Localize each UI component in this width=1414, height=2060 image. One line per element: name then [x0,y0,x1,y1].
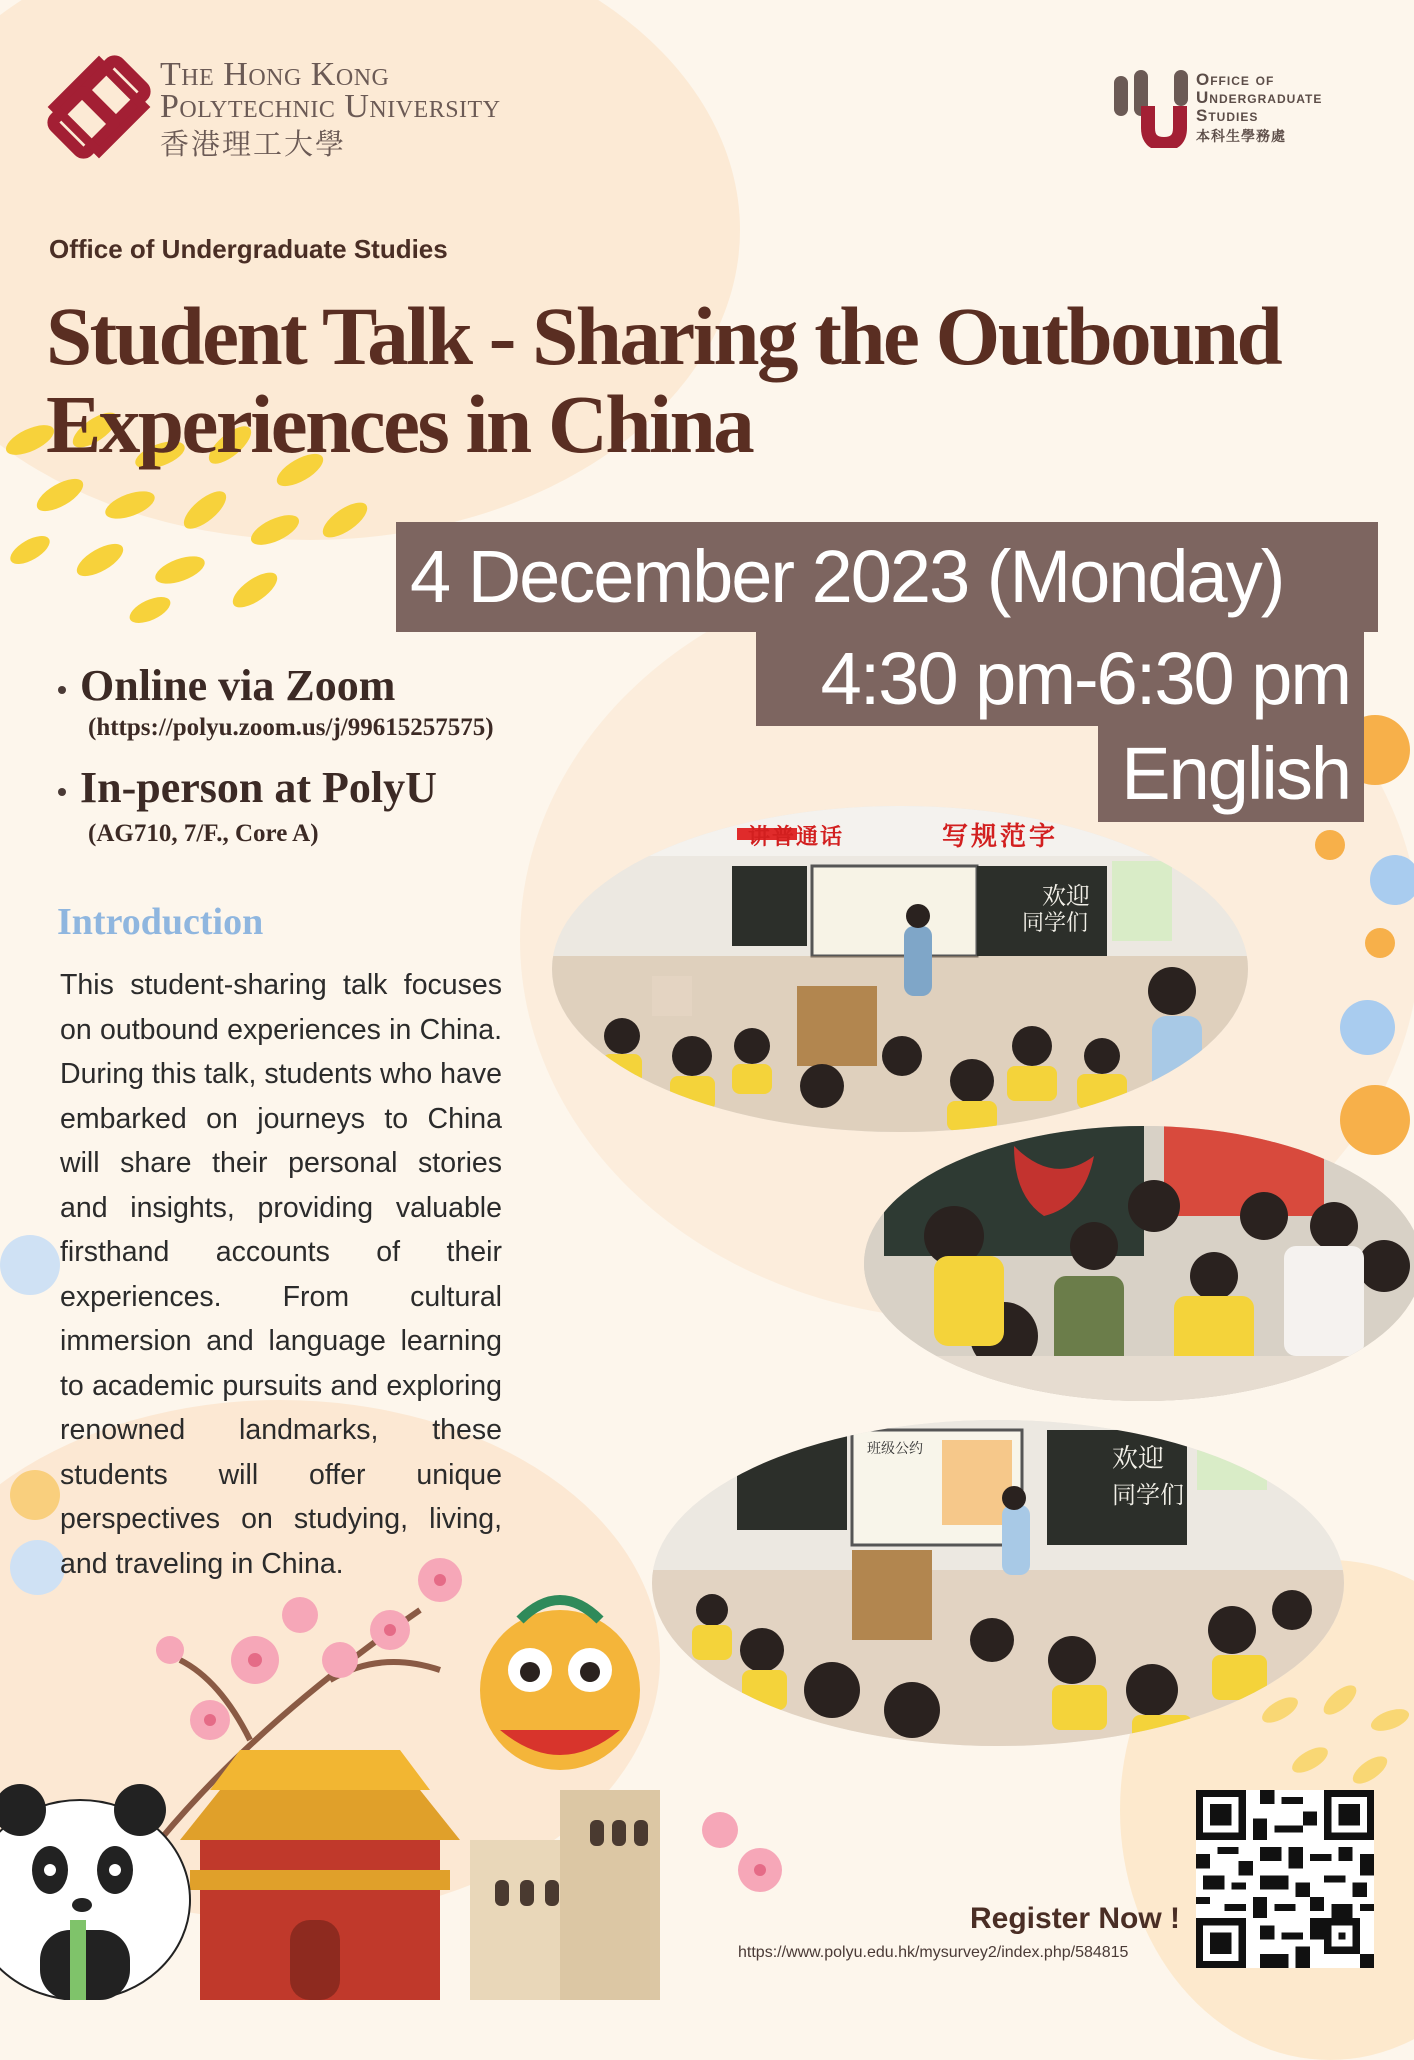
classroom-board-students-2: 同学们 [1112,1482,1184,1509]
introduction-heading: Introduction [57,901,264,943]
venue-inperson [58,762,437,813]
university-name-chinese: 香港理工大學 [160,129,347,161]
classroom-board-students: 同学们 [1022,910,1089,935]
classroom-photo-1 [552,806,1248,1132]
venue-inperson-label: In-person at PolyU [80,763,437,812]
blue-dot [0,1235,60,1295]
orange-dot-small [1315,830,1345,860]
event-language: English [1098,726,1364,822]
blue-dot [1340,1000,1395,1055]
classroom-board-welcome-2: 欢迎 [1112,1443,1165,1473]
event-date: 4 December 2023 (Monday) [396,522,1378,632]
blue-dot [1370,855,1414,905]
register-url[interactable]: https://www.polyu.edu.hk/mysurvey2/index.php/584815 [738,1944,1129,1961]
chinese-culture-illustration [0,1540,820,2000]
university-name-line1: The Hong Kong [160,56,390,93]
page-title-line1: Student Talk - Sharing the Outbound [46,290,1281,382]
venue-online [58,660,395,711]
event-time: 4:30 pm-6:30 pm [756,632,1364,726]
bullet-icon [58,788,66,796]
classroom-banner-left: 讲普通话 [748,824,845,849]
classroom-photo-2 [864,1126,1414,1401]
ous-logo-line3: Studies [1196,106,1259,125]
classroom-banner-right: 写规范字 [942,821,1059,851]
venue-inperson-detail: (AG710, 7/F., Core A) [88,820,319,847]
introduction-body: This student-sharing talk focuses on outbound experiences in China. During this talk, students who have embarked on journeys to China will share their personal stories and insights, providing valuable firsthand accounts of their experiences. From cultural immersion and language learning to academic pursuits and exploring renowned landmarks, these students will offer unique perspectives on studying, living, and traveling in China. [60,969,502,1580]
polyu-logo-icon [46,54,152,160]
ous-logo-line2: Undergraduate [1196,88,1323,107]
registration-qr-code[interactable] [1196,1790,1374,1968]
venue-online-label: Online via Zoom [80,661,396,710]
register-now-label[interactable]: Register Now ! [970,1902,1181,1935]
ous-logo-line1: Office of [1196,70,1275,89]
ous-logo-icon [1112,68,1194,148]
classroom-board-rules: 班级公约 [867,1440,923,1456]
classroom-board-welcome: 欢迎 [1042,883,1090,910]
orange-dot [10,1470,60,1520]
page-title-line2: Experiences in China [46,378,753,470]
orange-dot [1340,1085,1410,1155]
organizer-label: Office of Undergraduate Studies [49,234,448,264]
university-name-line2: Polytechnic University [160,88,501,125]
ous-logo-chinese: 本科生學務處 [1196,128,1286,144]
orange-dot-small [1365,928,1395,958]
venue-online-link[interactable]: (https://polyu.zoom.us/j/99615257575) [88,714,494,741]
bullet-icon [58,686,66,694]
